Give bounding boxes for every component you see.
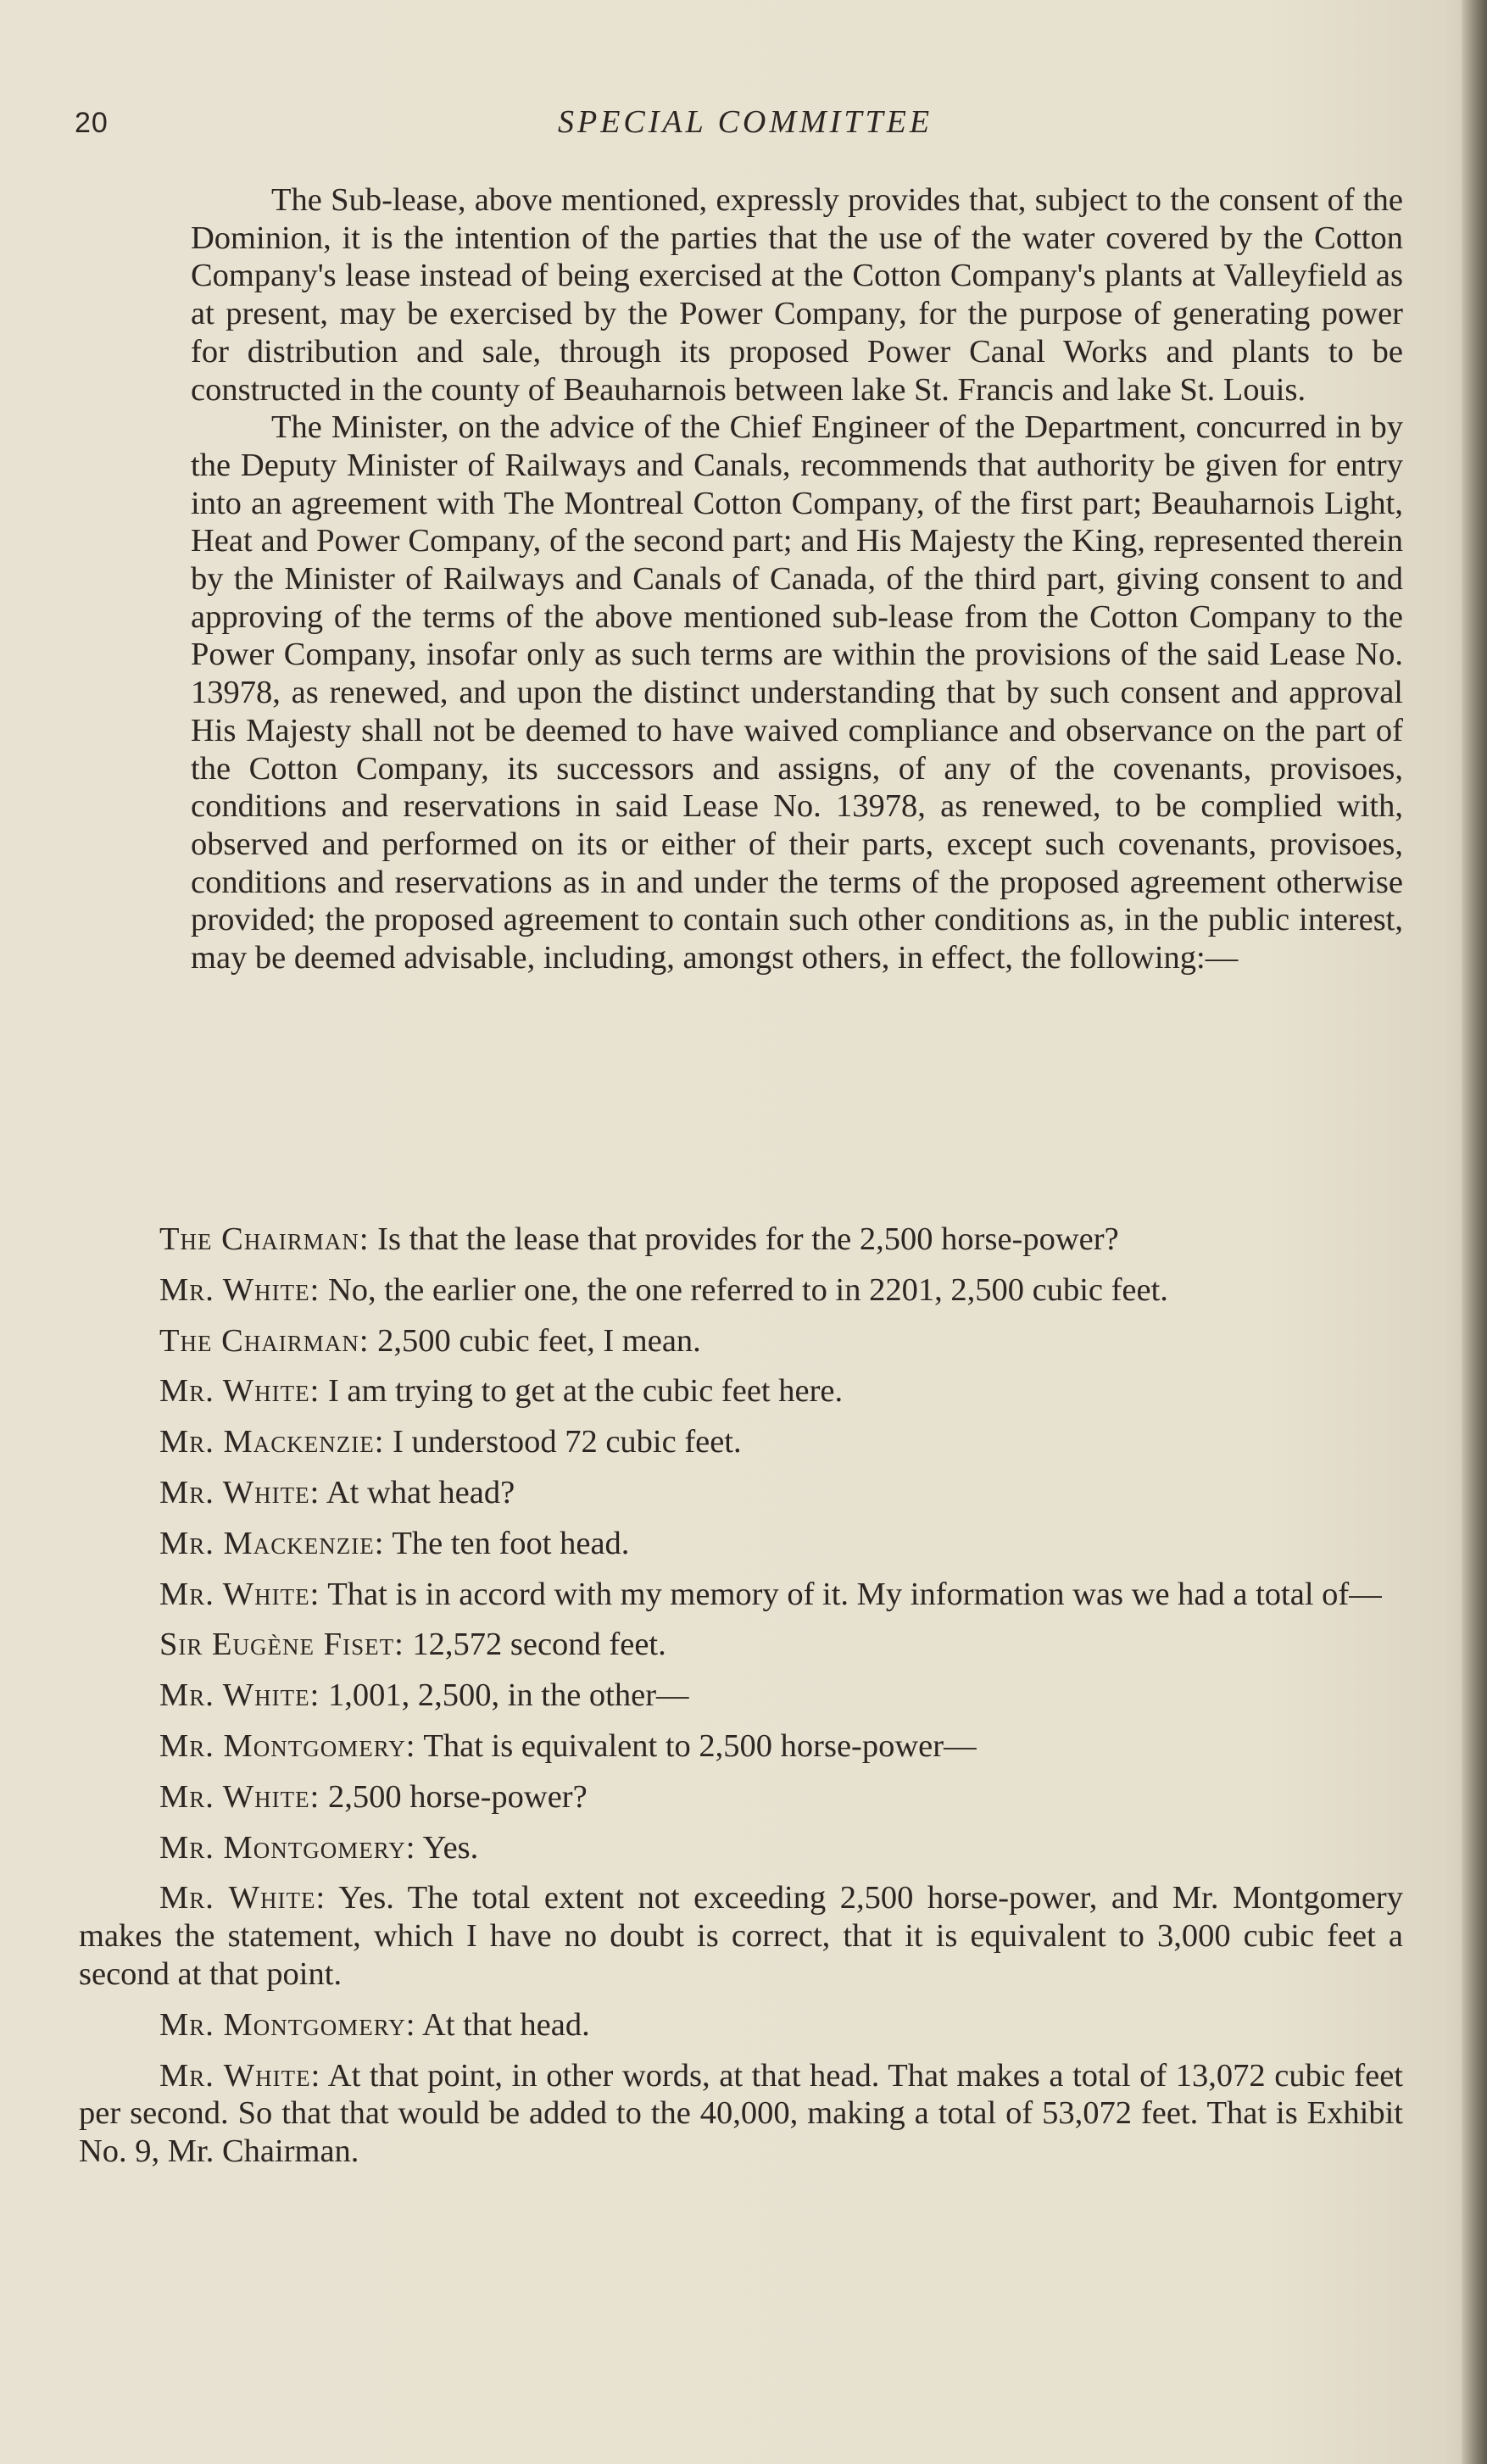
running-head: SPECIAL COMMITTEE: [558, 104, 933, 140]
speech-line: [79, 2006, 1403, 2044]
speech-line: [79, 1626, 1403, 1664]
intro-paragraph: The Minister, on the advice of the Chief Engineer of the Department, concurred in by the Deputy Minister of Railways and Canals, recommends that authority be given for entry into an agreement with The Montreal Cotton Company, of the first part; Beauharnois Light, Heat and Power Company, of the second part; and His Majesty the King, represented therein by the Minister of Railways and Canals of Canada, of the third part, giving consent to and approving of the terms of the above mentioned sub-lease from the Cotton Company to the Power Company, insofar only as such terms are within the provisions of the said Lease No. 13978, as renewed, and upon the distinct understanding that by such consent and approval His Majesty shall not be deemed to have waived compliance and observance on the part of the Cotton Company, its successors and assigns, of any of the covenants, provisoes, conditions and reservations in said Lease No. 13978, as renewed, to be complied with, observed and performed on its or either of their parts, except such covenants, provisoes, conditions and reservations as in and under the terms of the proposed agreement otherwise provided; the proposed agreement to contain such other conditions as, in the public interest, may be deemed advisable, including, amongst others, in effect, the following:—: [191, 409, 1403, 976]
speaker-name: Mr. Mackenzie:: [159, 1525, 385, 1561]
speech-text: At what head?: [326, 1474, 515, 1510]
speech-text: Yes.: [422, 1829, 479, 1866]
speech-line: [79, 2057, 1403, 2171]
speech-text: Is that the lease that provides for the 2,500 horse-power?: [377, 1221, 1119, 1257]
speaker-name: Mr. White:: [159, 1880, 326, 1916]
speech-line: [79, 1372, 1403, 1410]
speech-text: That is in accord with my memory of it. My information was we had a total of—: [327, 1576, 1382, 1612]
speech-text: The ten foot head.: [392, 1525, 630, 1561]
speech-text: I understood 72 cubic feet.: [393, 1424, 742, 1460]
page-number: 20: [75, 107, 109, 139]
speech-text: 2,500 horse-power?: [327, 1778, 588, 1815]
speech-line: [79, 1727, 1403, 1766]
speaker-name: Mr. White:: [159, 1271, 320, 1308]
speech-line: [79, 1778, 1403, 1816]
speaker-name: The Chairman:: [159, 1322, 370, 1359]
speaker-name: Mr. White:: [159, 1373, 320, 1410]
speech-text: That is equivalent to 2,500 horse-power—: [423, 1727, 977, 1764]
speech-text: No, the earlier one, the one referred to in 2201, 2,500 cubic feet.: [327, 1271, 1168, 1308]
speaker-name: Mr. White:: [159, 2057, 321, 2094]
speech-line: [79, 1423, 1403, 1461]
speech-line: [79, 1322, 1403, 1360]
speech-text: Yes. The total extent not exceeding 2,500 horse-power, and Mr. Montgomery makes the statement, which I have no doubt is correct, that it is equivalent to 3,000 cubic feet a second at that point.: [79, 1880, 1403, 1992]
speaker-name: Mr. White:: [159, 1576, 320, 1612]
speaker-name: The Chairman:: [159, 1221, 370, 1257]
speaker-name: Mr. Mackenzie:: [159, 1424, 385, 1460]
speech-text: At that point, in other words, at that head. That makes a total of 13,072 cubic feet per second. So that that would be added to the 40,000, making a total of 53,072 feet. That is Exhibit No. 9, Mr. Chairman.: [79, 2057, 1403, 2170]
speech-line: [79, 1829, 1403, 1867]
book-spine-shadow: [1462, 0, 1487, 2464]
speaker-name: Sir Eugène Fiset:: [159, 1627, 404, 1663]
speech-line: [79, 1474, 1403, 1512]
speaker-name: Mr. Montgomery:: [159, 1829, 416, 1866]
speech-text: 12,572 second feet.: [412, 1627, 666, 1663]
speaker-name: Mr. White:: [159, 1677, 320, 1714]
speaker-name: Mr. White:: [159, 1474, 320, 1510]
intro-block: [191, 181, 1403, 977]
speech-line: [79, 1677, 1403, 1715]
page-header: [75, 104, 1397, 149]
speech-text: At that head.: [421, 2006, 590, 2043]
speech-text: I am trying to get at the cubic feet here.: [327, 1373, 844, 1410]
speech-line: [79, 1576, 1403, 1614]
speech-line: [79, 1271, 1403, 1310]
speech-line: [79, 1221, 1403, 1259]
speaker-name: Mr. Montgomery:: [159, 2006, 416, 2043]
speech-line: [79, 1525, 1403, 1563]
speaker-name: Mr. Montgomery:: [159, 1727, 416, 1764]
speech-text: 1,001, 2,500, in the other—: [327, 1677, 689, 1714]
speaker-name: Mr. White:: [159, 1778, 320, 1815]
committee-exchange: [79, 1221, 1403, 2171]
speech-line: [79, 1879, 1403, 1993]
speech-text: 2,500 cubic feet, I mean.: [377, 1322, 701, 1359]
intro-paragraph: The Sub-lease, above mentioned, expressly provides that, subject to the consent of the Dominion, it is the intention of the parties that the use of the water covered by the Cotton Company's lease instead of being exercised at the Cotton Company's plants at Valleyfield as at present, may be exercised by the Power Company, for the purpose of generating power for distribution and sale, through its proposed Power Canal Works and plants to be constructed in the county of Beauharnois between lake St. Francis and lake St. Louis.: [191, 182, 1403, 408]
